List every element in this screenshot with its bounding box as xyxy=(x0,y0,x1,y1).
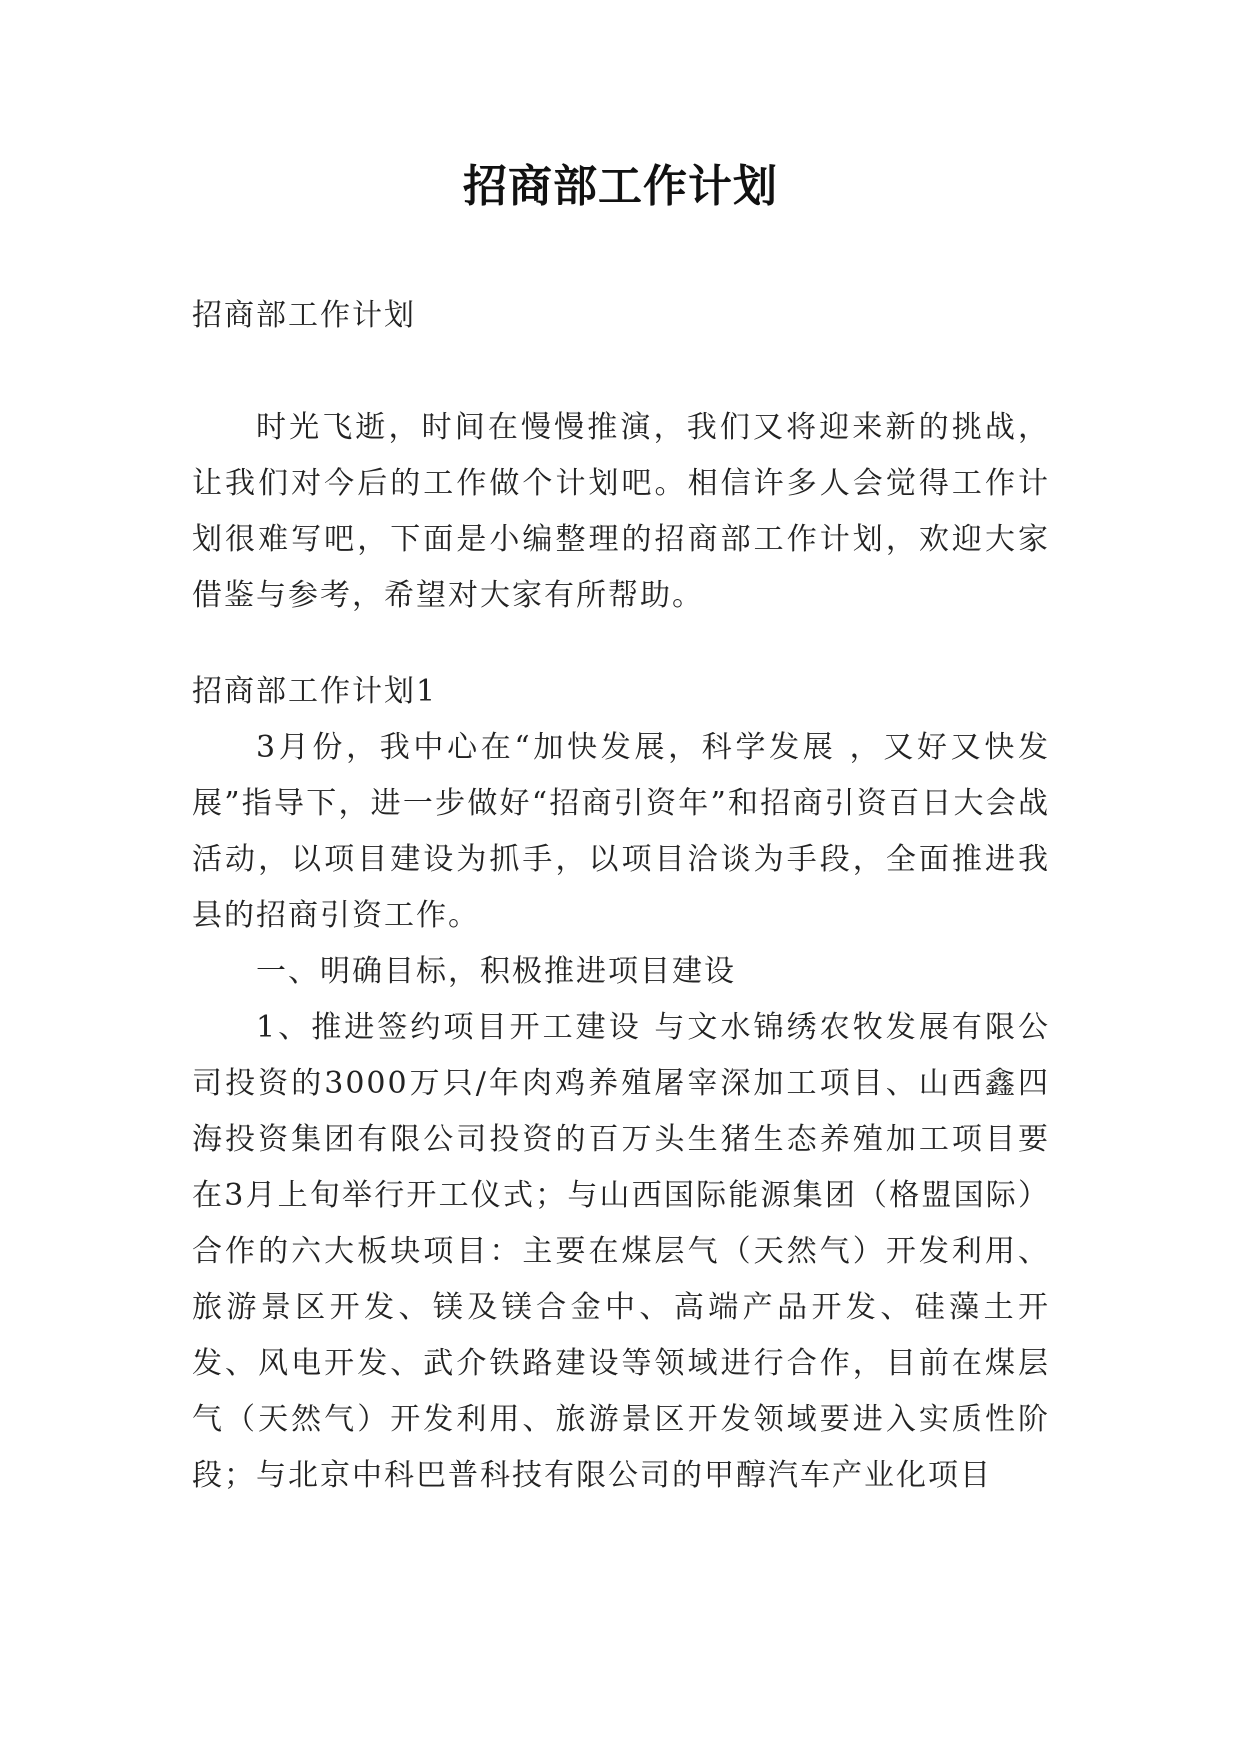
section-heading: 招商部工作计划 xyxy=(192,298,416,333)
intro-paragraph: 时光飞逝，时间在慢慢推演，我们又将迎来新的挑战，让我们对今后的工作做个计划吧。相信许多人会觉得工作计划很难写吧，下面是小编整理的招商部工作计划，欢迎大家借鉴与参考，希望对大家有所帮助。 xyxy=(192,410,1050,613)
document-title: 招商部工作计划 xyxy=(463,161,778,212)
body-paragraph: 3月份，我中心在“加快发展，科学发展 ，又好又快发展”指导下，进一步做好“招商引资年”和招商引资百日大会战活动，以项目建设为抓手，以项目洽谈为手段，全面推进我县的招商引资工作。 xyxy=(192,730,1050,933)
document-body xyxy=(192,288,1050,1504)
subsection-heading: 一、明确目标，积极推进项目建设 xyxy=(256,954,736,989)
plan-heading: 招商部工作计划1 xyxy=(192,674,438,709)
body-paragraph: 1、推进签约项目开工建设 与文水锦绣农牧发展有限公司投资的3000万只/年肉鸡养殖屠宰深加工项目、山西鑫四海投资集团有限公司投资的百万头生猪生态养殖加工项目要在3月上旬举行开工仪式；与山西国际能源集团（格盟国际）合作的六大板块项目：主要在煤层气（天然气）开发利用、旅游景区开发、镁及镁合金中、高端产品开发、硅藻土开发、风电开发、武介铁路建设等领域进行合作，目前在煤层气（天然气）开发利用、旅游景区开发领域要进入实质性阶段；与北京中科巴普科技有限公司的甲醇汽车产业化项目 xyxy=(192,1010,1050,1493)
